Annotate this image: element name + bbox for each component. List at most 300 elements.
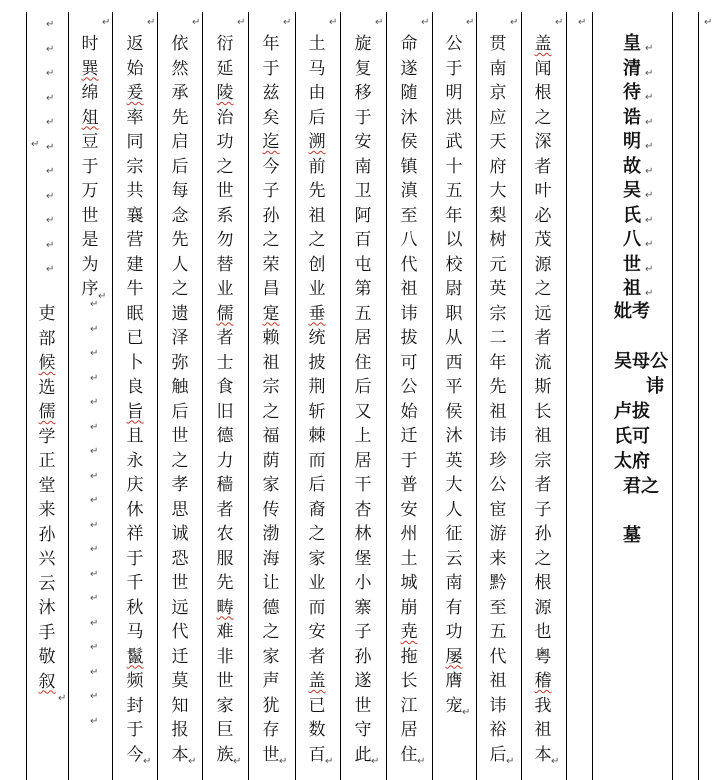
body-char: 者: [216, 328, 234, 348]
body-char: 之: [534, 548, 552, 569]
body-char: 诚: [171, 524, 189, 544]
body-char: 之: [262, 230, 280, 250]
paragraph-mark-icon: ↵: [704, 17, 713, 28]
body-char: 寔: [262, 303, 280, 324]
body-char: 海: [262, 548, 280, 569]
body-char: 世: [354, 695, 372, 716]
signature-char: 部: [38, 328, 56, 349]
body-char: 时: [81, 34, 99, 54]
body-char: 盖: [308, 671, 326, 691]
body-char: 是: [81, 230, 99, 250]
body-char: 存: [262, 720, 280, 740]
body-char: 每: [171, 181, 189, 201]
signature-char: 沐: [38, 598, 56, 618]
body-char: 南: [354, 156, 372, 177]
body-char: 食: [216, 377, 234, 397]
body-char: 年: [262, 34, 280, 54]
body-char: 遂: [400, 58, 418, 79]
body-char: 侯: [445, 401, 463, 422]
body-char: 创: [308, 254, 326, 275]
paragraph-mark-icon: ↵: [645, 165, 654, 177]
body-char: 之: [171, 450, 189, 471]
body-char: 荣: [262, 254, 280, 275]
body-char: 根: [534, 573, 552, 593]
signature-char: 堂: [38, 475, 56, 496]
body-char: 功: [445, 622, 463, 642]
body-char: 第: [354, 279, 372, 299]
body-char: 于: [126, 548, 144, 569]
paragraph-mark-icon: ↵: [233, 756, 242, 767]
body-char: 移: [354, 83, 372, 103]
body-char: 人: [445, 499, 463, 520]
column-rule: [698, 12, 699, 780]
body-char: 杏: [354, 499, 372, 520]
body-char: 德: [262, 597, 280, 618]
paragraph-mark-icon: ↵: [551, 756, 560, 767]
body-char: 知: [171, 695, 189, 716]
body-char: 荫: [262, 450, 280, 471]
body-char: 职: [445, 303, 463, 324]
body-char: 叶: [534, 181, 552, 201]
body-char: 沐: [400, 107, 418, 128]
body-char: 祖: [489, 401, 507, 422]
body-char: 又: [354, 401, 372, 422]
body-char: 于: [445, 58, 463, 79]
body-char: 后: [308, 475, 326, 495]
paragraph-mark-icon: ↵: [46, 68, 55, 79]
paragraph-mark-icon: ↵: [46, 117, 55, 128]
body-char: 畴: [216, 597, 234, 618]
body-char: 报: [171, 720, 189, 740]
body-char: 农: [216, 524, 234, 544]
body-column: [523, 0, 563, 780]
paragraph-mark-icon: ↵: [90, 568, 99, 580]
body-char: 代: [489, 646, 507, 667]
body-char: 之: [262, 401, 280, 422]
body-char: 宠: [445, 695, 463, 716]
paragraph-mark-icon: ↵: [90, 421, 99, 433]
paragraph-mark-icon: ↵: [645, 116, 654, 128]
body-char: 兹: [262, 83, 280, 103]
paragraph-mark-icon: ↵: [510, 17, 519, 28]
body-column: [115, 0, 155, 780]
body-char: 祖: [400, 279, 418, 299]
body-column: [389, 0, 429, 780]
body-char: 源: [534, 597, 552, 618]
body-char: 迁: [400, 426, 418, 446]
body-char: 世: [171, 573, 189, 593]
body-char: 孙: [262, 205, 280, 226]
body-char: 封: [126, 695, 144, 716]
body-char: 尭: [400, 622, 418, 642]
paragraph-mark-icon: ↵: [90, 299, 99, 310]
body-char: 子: [534, 499, 552, 520]
body-char: 者: [308, 646, 326, 667]
paragraph-mark-icon: ↵: [645, 239, 654, 250]
signature-char: 孙: [38, 524, 56, 545]
body-char: 京: [489, 83, 507, 103]
body-char: 溯: [308, 132, 326, 152]
body-char: 孙: [354, 646, 372, 667]
paragraph-mark-icon: ↵: [90, 519, 99, 531]
body-char: 云: [445, 548, 463, 569]
body-char: 堡: [354, 548, 372, 569]
body-char: 陵: [216, 83, 234, 103]
title-char: 世: [623, 253, 641, 275]
body-char: 后: [354, 377, 372, 397]
body-char: 长: [400, 671, 418, 691]
body-char: 至: [400, 205, 418, 226]
body-char: 声: [262, 671, 280, 691]
paragraph-mark-icon: ↵: [90, 715, 99, 727]
body-column: [434, 0, 474, 780]
body-column: [251, 0, 291, 780]
paragraph-mark-icon: ↵: [90, 544, 99, 555]
body-char: 者: [534, 475, 552, 495]
body-char: 非: [216, 646, 234, 667]
column-rule: [592, 12, 593, 780]
paragraph-mark-icon: ↵: [46, 141, 55, 153]
body-char: 干: [354, 475, 372, 495]
body-char: 祖: [489, 671, 507, 691]
paragraph-mark-icon: ↵: [46, 190, 55, 202]
body-char: 十: [445, 156, 463, 177]
paragraph-mark-icon: ↵: [645, 141, 654, 152]
signature-char: 吏: [38, 304, 56, 324]
body-char: 牛: [126, 279, 144, 299]
body-column: [70, 0, 110, 780]
body-char: 长: [534, 401, 552, 422]
column-rule: [672, 12, 673, 780]
body-char: 秋: [126, 597, 144, 618]
column-rule: [386, 12, 387, 780]
body-char: 数: [308, 720, 326, 740]
body-char: 之: [308, 230, 326, 250]
body-char: 世: [216, 671, 234, 691]
column-rule: [248, 12, 249, 780]
body-char: 西: [445, 352, 463, 373]
body-char: 年: [445, 205, 463, 226]
body-char: 滇: [400, 181, 418, 201]
body-char: 返: [126, 34, 144, 54]
column-rule: [521, 12, 522, 780]
body-column: [297, 0, 337, 780]
body-char: 士: [216, 352, 234, 373]
body-char: 恐: [171, 548, 189, 569]
signature-char: 手: [38, 622, 56, 643]
body-char: 犹: [262, 695, 280, 716]
body-char: 率: [126, 107, 144, 128]
body-char: 寨: [354, 597, 372, 618]
body-char: 福: [262, 426, 280, 446]
body-char: 应: [489, 107, 507, 128]
paragraph-mark-icon: ↵: [90, 446, 99, 457]
body-char: 此: [354, 744, 372, 765]
body-char: 卫: [354, 181, 372, 201]
body-char: 天: [489, 132, 507, 152]
body-char: 祥: [126, 524, 144, 544]
body-char: 绵: [81, 83, 99, 103]
body-char: 五: [354, 303, 372, 324]
body-char: 而: [308, 450, 326, 471]
body-char: 马: [126, 622, 144, 642]
body-char: 巽: [81, 58, 99, 79]
body-char: 游: [489, 524, 507, 544]
body-char: 马: [308, 58, 326, 79]
paragraph-mark-icon: ↵: [645, 263, 654, 275]
body-char: 远: [534, 303, 552, 324]
body-char: 孙: [534, 524, 552, 544]
body-char: 爰: [126, 83, 144, 103]
title-subline: 吴母公: [614, 351, 668, 372]
title-subline: 妣考: [614, 301, 650, 322]
signature-char: 兴: [38, 549, 56, 569]
body-char: 宗: [534, 450, 552, 471]
paragraph-mark-icon: ↵: [90, 470, 99, 482]
body-char: 而: [308, 597, 326, 618]
paragraph-mark-icon: ↵: [645, 288, 654, 299]
body-char: 年: [489, 352, 507, 373]
body-char: 校: [445, 254, 463, 275]
body-char: 镇: [400, 156, 418, 177]
body-char: 延: [216, 58, 234, 79]
body-char: 于: [81, 156, 99, 177]
paragraph-mark-icon: ↵: [90, 642, 99, 653]
body-char: 旨: [126, 401, 144, 422]
body-char: 可: [400, 352, 418, 373]
body-char: 上: [354, 426, 372, 446]
body-char: 庆: [126, 475, 144, 495]
column-rule: [68, 12, 69, 780]
body-char: 世: [216, 181, 234, 201]
body-char: 今: [262, 156, 280, 177]
body-char: 盖: [534, 34, 552, 54]
paragraph-mark-icon: ↵: [90, 495, 99, 506]
body-char: 元: [489, 254, 507, 275]
column-rule: [566, 12, 567, 780]
body-char: 于: [262, 58, 280, 79]
body-char: 小: [354, 573, 372, 593]
body-char: 孝: [171, 475, 189, 495]
body-char: 之: [534, 279, 552, 299]
body-column: [343, 0, 383, 780]
body-char: 业: [308, 573, 326, 593]
paragraph-mark-icon: ↵: [555, 17, 564, 28]
body-char: 巨: [216, 720, 234, 740]
body-char: 代: [171, 622, 189, 642]
body-char: 世: [81, 205, 99, 226]
body-char: 大: [445, 475, 463, 495]
body-char: 披: [308, 352, 326, 373]
body-char: 世: [171, 426, 189, 446]
body-char: 建: [126, 254, 144, 275]
paragraph-mark-icon: ↵: [578, 17, 587, 28]
body-char: 族: [216, 744, 234, 765]
body-char: 功: [216, 132, 234, 152]
body-char: 传: [262, 499, 280, 520]
body-char: 为: [81, 254, 99, 275]
body-char: 者: [534, 156, 552, 177]
body-char: 鬣: [126, 646, 144, 667]
body-char: 千: [126, 573, 144, 593]
body-char: 粤: [534, 646, 552, 667]
paragraph-mark-icon: ↵: [46, 19, 55, 30]
body-char: 南: [445, 573, 463, 593]
body-char: 者: [534, 328, 552, 348]
body-char: 赖: [262, 328, 280, 348]
paragraph-mark-icon: ↵: [192, 17, 201, 28]
body-char: 之: [534, 107, 552, 128]
body-char: 者: [216, 499, 234, 520]
body-char: 由: [308, 83, 326, 103]
body-char: 南: [489, 58, 507, 79]
signature-char: 选: [38, 377, 56, 398]
body-char: 触: [171, 377, 189, 397]
body-char: 迄: [262, 132, 280, 152]
body-char: 念: [171, 205, 189, 226]
paragraph-mark-icon: ↵: [375, 17, 384, 28]
body-char: 贯: [489, 34, 507, 54]
body-char: 矣: [262, 107, 280, 128]
title-char: 清: [623, 57, 641, 79]
body-char: 讳: [489, 426, 507, 446]
paragraph-mark-icon: ↵: [417, 756, 426, 767]
body-char: 屯: [354, 254, 372, 275]
body-char: 也: [534, 622, 552, 642]
column-rule: [157, 12, 158, 780]
body-column: [205, 0, 245, 780]
body-char: 安: [400, 499, 418, 520]
paragraph-mark-icon: ↵: [90, 666, 99, 678]
paragraph-mark-icon: ↵: [645, 190, 654, 201]
paragraph-mark-icon: ↵: [90, 617, 99, 629]
body-char: 子: [354, 622, 372, 642]
paragraph-mark-icon: ↵: [466, 17, 475, 28]
body-char: 前: [308, 156, 326, 177]
paragraph-mark-icon: ↵: [143, 756, 152, 767]
column-rule: [340, 12, 341, 780]
body-char: 后: [171, 401, 189, 422]
title-subline: 讳: [646, 376, 664, 397]
body-char: 让: [262, 573, 280, 593]
body-char: 二: [489, 328, 507, 348]
body-char: 城: [400, 573, 418, 593]
paragraph-mark-icon: ↵: [188, 756, 197, 767]
paragraph-mark-icon: ↵: [283, 17, 292, 28]
title-subline: 君之: [623, 476, 659, 497]
body-char: 大: [489, 181, 507, 201]
body-char: 裔: [308, 499, 326, 520]
body-char: 遗: [171, 303, 189, 324]
body-char: 复: [354, 58, 372, 79]
body-char: 居: [354, 328, 372, 348]
body-char: 豆: [81, 132, 99, 152]
body-char: 宗: [489, 303, 507, 324]
body-char: 普: [400, 475, 418, 495]
body-char: 先: [171, 230, 189, 250]
body-char: 树: [489, 230, 507, 250]
body-char: 力: [216, 450, 234, 471]
body-char: 襄: [126, 205, 144, 226]
body-char: 屡: [445, 646, 463, 667]
body-char: 同: [126, 132, 144, 152]
body-char: 有: [445, 597, 463, 618]
body-char: 卜: [126, 352, 144, 373]
body-char: 德: [216, 426, 234, 446]
body-char: 今: [126, 744, 144, 765]
body-char: 后: [171, 156, 189, 177]
body-char: 且: [126, 426, 144, 446]
body-char: 源: [534, 254, 552, 275]
body-char: 家: [262, 475, 280, 495]
body-char: 于: [400, 450, 418, 471]
body-char: 先: [489, 377, 507, 397]
body-char: 泽: [171, 328, 189, 348]
body-char: 承: [171, 83, 189, 103]
paragraph-mark-icon: ↵: [90, 348, 99, 359]
body-char: 以: [445, 230, 463, 250]
body-char: 明: [445, 83, 463, 103]
body-char: 住: [354, 352, 372, 373]
body-char: 祖: [534, 426, 552, 446]
body-char: 眠: [126, 303, 144, 324]
body-char: 必: [534, 205, 552, 226]
paragraph-mark-icon: ↵: [58, 693, 67, 704]
body-char: 代: [400, 254, 418, 275]
paragraph-mark-icon: ↵: [462, 707, 471, 718]
body-char: 共: [126, 181, 144, 201]
title-char: 诰: [623, 106, 641, 128]
paragraph-mark-icon: ↵: [98, 290, 107, 302]
body-char: 府: [489, 156, 507, 177]
paragraph-mark-icon: ↵: [645, 214, 654, 226]
paragraph-mark-icon: ↵: [645, 67, 654, 79]
body-char: 万: [81, 181, 99, 201]
body-char: 来: [489, 548, 507, 569]
body-char: 祖: [534, 720, 552, 740]
title-char: 氏: [623, 204, 641, 226]
body-char: 五: [489, 622, 507, 642]
body-char: 五: [445, 181, 463, 201]
body-char: 居: [354, 450, 372, 471]
title-subline: 卢拔: [614, 401, 650, 422]
body-char: 住: [400, 744, 418, 765]
body-column: [478, 0, 518, 780]
body-char: 安: [308, 622, 326, 642]
body-char: 治: [216, 107, 234, 128]
body-char: 八: [400, 230, 418, 250]
body-char: 之: [216, 156, 234, 177]
body-char: 拖: [400, 646, 418, 667]
paragraph-mark-icon: ↵: [421, 17, 430, 28]
body-char: 人: [171, 254, 189, 275]
title-char: 待: [623, 82, 641, 103]
title-subline: 墓: [623, 525, 641, 546]
column-rule: [295, 12, 296, 780]
paragraph-mark-icon: ↵: [237, 17, 246, 28]
paragraph-mark-icon: ↵: [645, 92, 654, 103]
body-char: 斩: [308, 401, 326, 422]
body-char: 百: [354, 230, 372, 250]
body-char: 始: [400, 401, 418, 422]
body-char: 本: [171, 744, 189, 765]
body-char: 于: [354, 107, 372, 128]
paragraph-mark-icon: ↵: [102, 17, 111, 28]
body-char: 已: [126, 328, 144, 348]
body-char: 稽: [534, 671, 552, 691]
body-char: 江: [400, 695, 418, 716]
body-char: 州: [400, 524, 418, 544]
